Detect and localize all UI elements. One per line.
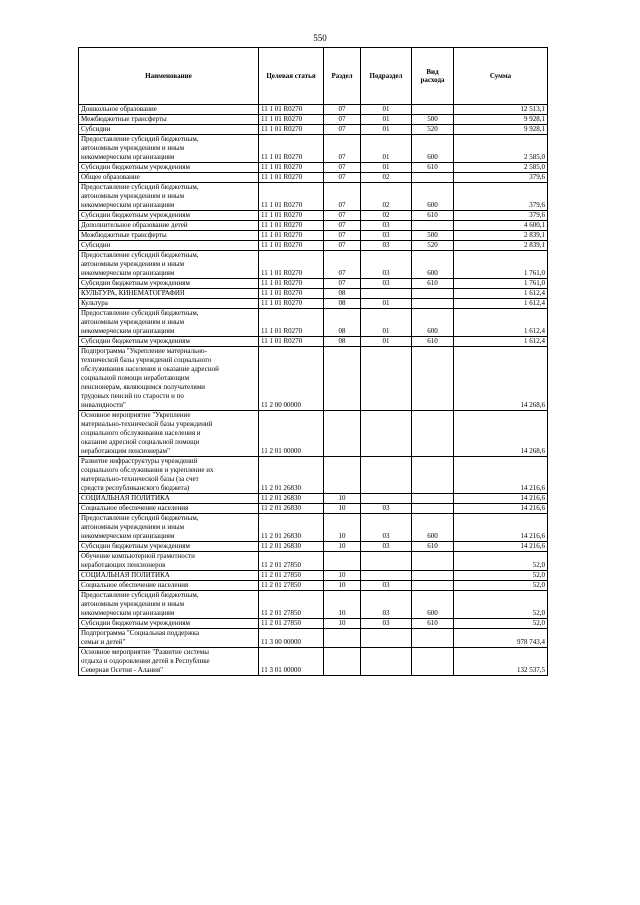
cell-subsection xyxy=(361,411,412,457)
table-row xyxy=(79,619,548,629)
cell-sum: 379,6 xyxy=(454,211,548,221)
cell-name: Основное мероприятие "Укрепление материально-технической базы учреждений социального обслуживания населения и оказание адресной социальной помощи неработающим пенсионерам" xyxy=(79,411,259,457)
header-type: Вид расхода xyxy=(412,48,454,105)
cell-sum: 379,6 xyxy=(454,173,548,183)
cell-code: 11 1 01 R0270 xyxy=(259,125,324,135)
cell-section: 07 xyxy=(324,279,361,289)
cell-code: 11 1 01 R0270 xyxy=(259,337,324,347)
cell-code: 11 2 01 27850 xyxy=(259,552,324,571)
cell-name: Межбюджетные трансферты xyxy=(79,115,259,125)
cell-sum: 52,0 xyxy=(454,619,548,629)
cell-section: 07 xyxy=(324,231,361,241)
cell-code: 11 1 01 R0270 xyxy=(259,251,324,279)
cell-type xyxy=(412,411,454,457)
cell-type: 600 xyxy=(412,135,454,163)
cell-code: 11 1 01 R0270 xyxy=(259,221,324,231)
cell-subsection: 03 xyxy=(361,514,412,542)
header-name: Наименование xyxy=(79,48,259,105)
cell-code: 11 2 01 26830 xyxy=(259,542,324,552)
cell-name: Дополнительное образование детей xyxy=(79,221,259,231)
table-row xyxy=(79,411,548,457)
cell-section: 07 xyxy=(324,221,361,231)
cell-subsection: 02 xyxy=(361,173,412,183)
cell-name: Субсидии бюджетным учреждениям xyxy=(79,542,259,552)
cell-section: 10 xyxy=(324,571,361,581)
cell-type: 610 xyxy=(412,337,454,347)
cell-section xyxy=(324,457,361,494)
header-subsection: Подраздел xyxy=(361,48,412,105)
cell-section: 07 xyxy=(324,115,361,125)
cell-name: Предоставление субсидий бюджетным, автономным учреждениям и иным некоммерческим организациям xyxy=(79,591,259,619)
cell-type: 610 xyxy=(412,542,454,552)
table-row xyxy=(79,173,548,183)
cell-subsection xyxy=(361,571,412,581)
cell-subsection: 01 xyxy=(361,299,412,309)
cell-subsection: 01 xyxy=(361,125,412,135)
cell-sum: 1 612,4 xyxy=(454,337,548,347)
cell-sum: 132 537,5 xyxy=(454,648,548,676)
cell-subsection: 03 xyxy=(361,619,412,629)
cell-type xyxy=(412,347,454,411)
cell-code: 11 1 01 R0270 xyxy=(259,299,324,309)
cell-section: 08 xyxy=(324,309,361,337)
cell-code: 11 1 01 R0270 xyxy=(259,115,324,125)
cell-section: 07 xyxy=(324,135,361,163)
cell-code: 11 2 01 27850 xyxy=(259,581,324,591)
cell-subsection xyxy=(361,289,412,299)
cell-type xyxy=(412,581,454,591)
table-row xyxy=(79,552,548,571)
cell-type xyxy=(412,105,454,115)
cell-name: СОЦИАЛЬНАЯ ПОЛИТИКА xyxy=(79,571,259,581)
cell-sum: 9 928,1 xyxy=(454,125,548,135)
cell-section: 08 xyxy=(324,299,361,309)
cell-name: Общее образование xyxy=(79,173,259,183)
cell-section xyxy=(324,648,361,676)
cell-code: 11 2 01 27850 xyxy=(259,619,324,629)
cell-name: Подпрограмма "Укрепление материально- технической базы учреждений социального обслуживания населения и оказание адресной социальной помощи неработающим пенсионерам, являющимся получателями трудовых пенсий по старости и по инвалидности" xyxy=(79,347,259,411)
cell-section: 07 xyxy=(324,163,361,173)
table-row xyxy=(79,571,548,581)
cell-subsection: 01 xyxy=(361,337,412,347)
page-number: 550 xyxy=(313,33,327,43)
cell-sum: 9 928,1 xyxy=(454,115,548,125)
cell-sum: 52,0 xyxy=(454,581,548,591)
header-code: Целевая статья xyxy=(259,48,324,105)
header-sum: Сумма xyxy=(454,48,548,105)
table-row xyxy=(79,125,548,135)
cell-name: Культура xyxy=(79,299,259,309)
cell-subsection: 02 xyxy=(361,211,412,221)
cell-section: 10 xyxy=(324,514,361,542)
cell-section: 10 xyxy=(324,581,361,591)
cell-code: 11 1 01 R0270 xyxy=(259,105,324,115)
cell-sum: 379,6 xyxy=(454,183,548,211)
cell-type xyxy=(412,289,454,299)
cell-sum: 14 216,6 xyxy=(454,514,548,542)
cell-type: 600 xyxy=(412,251,454,279)
table-row xyxy=(79,591,548,619)
table-row xyxy=(79,457,548,494)
cell-section: 08 xyxy=(324,337,361,347)
cell-section: 07 xyxy=(324,183,361,211)
cell-subsection xyxy=(361,457,412,494)
cell-code: 11 1 01 R0270 xyxy=(259,135,324,163)
cell-sum: 14 216,6 xyxy=(454,494,548,504)
table-row xyxy=(79,163,548,173)
cell-type xyxy=(412,552,454,571)
cell-code: 11 2 01 27850 xyxy=(259,591,324,619)
cell-name: Субсидии бюджетным учреждениям xyxy=(79,337,259,347)
cell-type xyxy=(412,504,454,514)
cell-name: Субсидии бюджетным учреждениям xyxy=(79,279,259,289)
cell-section: 07 xyxy=(324,105,361,115)
cell-code: 11 1 01 R0270 xyxy=(259,211,324,221)
table-body xyxy=(79,105,548,676)
cell-type: 600 xyxy=(412,183,454,211)
table-row xyxy=(79,135,548,163)
cell-type xyxy=(412,299,454,309)
cell-sum: 14 268,6 xyxy=(454,411,548,457)
cell-section xyxy=(324,629,361,648)
cell-name: Субсидии xyxy=(79,241,259,251)
cell-type xyxy=(412,221,454,231)
cell-code: 11 1 01 R0270 xyxy=(259,289,324,299)
cell-sum: 2 839,1 xyxy=(454,231,548,241)
cell-sum: 2 585,0 xyxy=(454,163,548,173)
table-row xyxy=(79,648,548,676)
cell-subsection: 02 xyxy=(361,183,412,211)
cell-name: Подпрограмма "Социальная поддержка семьи и детей" xyxy=(79,629,259,648)
cell-name: Предоставление субсидий бюджетным, автономным учреждениям и иным некоммерческим организациям xyxy=(79,135,259,163)
cell-sum: 2 585,0 xyxy=(454,135,548,163)
cell-name: Социальное обеспечение населения xyxy=(79,504,259,514)
cell-code: 11 1 01 R0270 xyxy=(259,309,324,337)
cell-sum: 52,0 xyxy=(454,552,548,571)
cell-code: 11 1 01 R0270 xyxy=(259,279,324,289)
cell-code: 11 2 01 26830 xyxy=(259,504,324,514)
cell-type: 600 xyxy=(412,591,454,619)
table-row xyxy=(79,211,548,221)
cell-subsection xyxy=(361,648,412,676)
cell-sum: 52,0 xyxy=(454,571,548,581)
budget-table xyxy=(78,47,548,676)
cell-subsection: 03 xyxy=(361,504,412,514)
table-header-row xyxy=(79,48,548,105)
table-row xyxy=(79,105,548,115)
cell-sum: 12 513,1 xyxy=(454,105,548,115)
cell-subsection: 01 xyxy=(361,115,412,125)
cell-type: 600 xyxy=(412,514,454,542)
cell-name: Предоставление субсидий бюджетным, автономным учреждениям и иным некоммерческим организациям xyxy=(79,183,259,211)
cell-code: 11 1 01 R0270 xyxy=(259,163,324,173)
table-row xyxy=(79,337,548,347)
cell-type: 500 xyxy=(412,231,454,241)
cell-subsection xyxy=(361,347,412,411)
cell-code: 11 1 01 R0270 xyxy=(259,241,324,251)
cell-section: 07 xyxy=(324,173,361,183)
cell-sum: 978 743,4 xyxy=(454,629,548,648)
cell-section: 07 xyxy=(324,241,361,251)
table-row xyxy=(79,542,548,552)
cell-sum: 2 839,1 xyxy=(454,241,548,251)
table-row xyxy=(79,221,548,231)
cell-name: Основное мероприятие "Развитие системы отдыха и оздоровления детей в Республике Северная Осетия - Алания" xyxy=(79,648,259,676)
cell-sum: 14 268,6 xyxy=(454,347,548,411)
cell-subsection xyxy=(361,552,412,571)
cell-subsection: 03 xyxy=(361,241,412,251)
table-row xyxy=(79,514,548,542)
cell-name: СОЦИАЛЬНАЯ ПОЛИТИКА xyxy=(79,494,259,504)
cell-type xyxy=(412,648,454,676)
cell-sum: 1 612,4 xyxy=(454,299,548,309)
cell-type xyxy=(412,571,454,581)
cell-subsection: 03 xyxy=(361,221,412,231)
cell-name: Предоставление субсидий бюджетным, автономным учреждениям и иным некоммерческим организациям xyxy=(79,309,259,337)
table-row xyxy=(79,504,548,514)
cell-name: Социальное обеспечение населения xyxy=(79,581,259,591)
cell-section xyxy=(324,411,361,457)
cell-sum: 1 612,4 xyxy=(454,289,548,299)
cell-sum: 1 761,0 xyxy=(454,279,548,289)
table-row xyxy=(79,289,548,299)
cell-subsection: 03 xyxy=(361,581,412,591)
cell-type xyxy=(412,173,454,183)
cell-name: Обучение компьютерной грамотности неработающих пенсионеров xyxy=(79,552,259,571)
cell-section: 10 xyxy=(324,494,361,504)
table-row xyxy=(79,183,548,211)
cell-code: 11 2 01 26830 xyxy=(259,457,324,494)
table-row xyxy=(79,347,548,411)
cell-code: 11 2 01 26830 xyxy=(259,514,324,542)
cell-subsection: 03 xyxy=(361,542,412,552)
cell-section: 07 xyxy=(324,251,361,279)
table-row xyxy=(79,251,548,279)
cell-name: Предоставление субсидий бюджетным, автономным учреждениям и иным некоммерческим организациям xyxy=(79,514,259,542)
cell-subsection: 03 xyxy=(361,251,412,279)
cell-type xyxy=(412,457,454,494)
cell-name: Субсидии бюджетным учреждениям xyxy=(79,619,259,629)
table-row xyxy=(79,494,548,504)
cell-section xyxy=(324,552,361,571)
cell-sum: 14 216,6 xyxy=(454,504,548,514)
cell-name: Субсидии бюджетным учреждениям xyxy=(79,163,259,173)
cell-type: 520 xyxy=(412,125,454,135)
cell-type xyxy=(412,494,454,504)
table-row xyxy=(79,581,548,591)
cell-sum: 14 216,6 xyxy=(454,457,548,494)
cell-subsection xyxy=(361,494,412,504)
cell-name: Межбюджетные трансферты xyxy=(79,231,259,241)
cell-sum: 52,0 xyxy=(454,591,548,619)
cell-code: 11 1 01 R0270 xyxy=(259,231,324,241)
cell-type: 610 xyxy=(412,279,454,289)
cell-subsection: 01 xyxy=(361,135,412,163)
cell-type: 520 xyxy=(412,241,454,251)
header-section: Раздел xyxy=(324,48,361,105)
cell-section: 10 xyxy=(324,619,361,629)
cell-type: 610 xyxy=(412,211,454,221)
table-row xyxy=(79,279,548,289)
cell-code: 11 3 01 00000 xyxy=(259,648,324,676)
cell-name: Субсидии xyxy=(79,125,259,135)
cell-type xyxy=(412,629,454,648)
cell-type: 610 xyxy=(412,619,454,629)
cell-subsection xyxy=(361,629,412,648)
cell-subsection: 01 xyxy=(361,105,412,115)
cell-type: 600 xyxy=(412,309,454,337)
cell-sum: 14 216,6 xyxy=(454,542,548,552)
cell-name: Предоставление субсидий бюджетным, автономным учреждениям и иным некоммерческим организациям xyxy=(79,251,259,279)
cell-type: 500 xyxy=(412,115,454,125)
cell-subsection: 01 xyxy=(361,163,412,173)
table-row xyxy=(79,299,548,309)
cell-sum: 1 612,4 xyxy=(454,309,548,337)
cell-code: 11 3 00 00000 xyxy=(259,629,324,648)
cell-type: 610 xyxy=(412,163,454,173)
cell-section: 08 xyxy=(324,289,361,299)
cell-code: 11 2 01 27850 xyxy=(259,571,324,581)
cell-section: 10 xyxy=(324,591,361,619)
cell-name: Субсидии бюджетным учреждениям xyxy=(79,211,259,221)
cell-subsection: 03 xyxy=(361,279,412,289)
cell-sum: 4 600,1 xyxy=(454,221,548,231)
cell-code: 11 2 01 26830 xyxy=(259,494,324,504)
cell-section: 07 xyxy=(324,125,361,135)
table-row xyxy=(79,241,548,251)
table-row xyxy=(79,115,548,125)
cell-code: 11 1 01 R0270 xyxy=(259,173,324,183)
cell-code: 11 1 01 R0270 xyxy=(259,183,324,211)
cell-name: КУЛЬТУРА, КИНЕМАТОГРАФИЯ xyxy=(79,289,259,299)
cell-subsection: 03 xyxy=(361,231,412,241)
cell-subsection: 01 xyxy=(361,309,412,337)
table-row xyxy=(79,231,548,241)
cell-sum: 1 761,0 xyxy=(454,251,548,279)
cell-section: 10 xyxy=(324,504,361,514)
cell-section: 07 xyxy=(324,211,361,221)
cell-section xyxy=(324,347,361,411)
cell-code: 11 2 00 00000 xyxy=(259,347,324,411)
cell-name: Развитие инфраструктуры учреждений социального обслуживания и укрепление их материально-технической базы (за счет средств республиканского бюджета) xyxy=(79,457,259,494)
cell-name: Дошкольное образование xyxy=(79,105,259,115)
table-row xyxy=(79,309,548,337)
cell-code: 11 2 01 00000 xyxy=(259,411,324,457)
table-row xyxy=(79,629,548,648)
cell-subsection: 03 xyxy=(361,591,412,619)
cell-section: 10 xyxy=(324,542,361,552)
